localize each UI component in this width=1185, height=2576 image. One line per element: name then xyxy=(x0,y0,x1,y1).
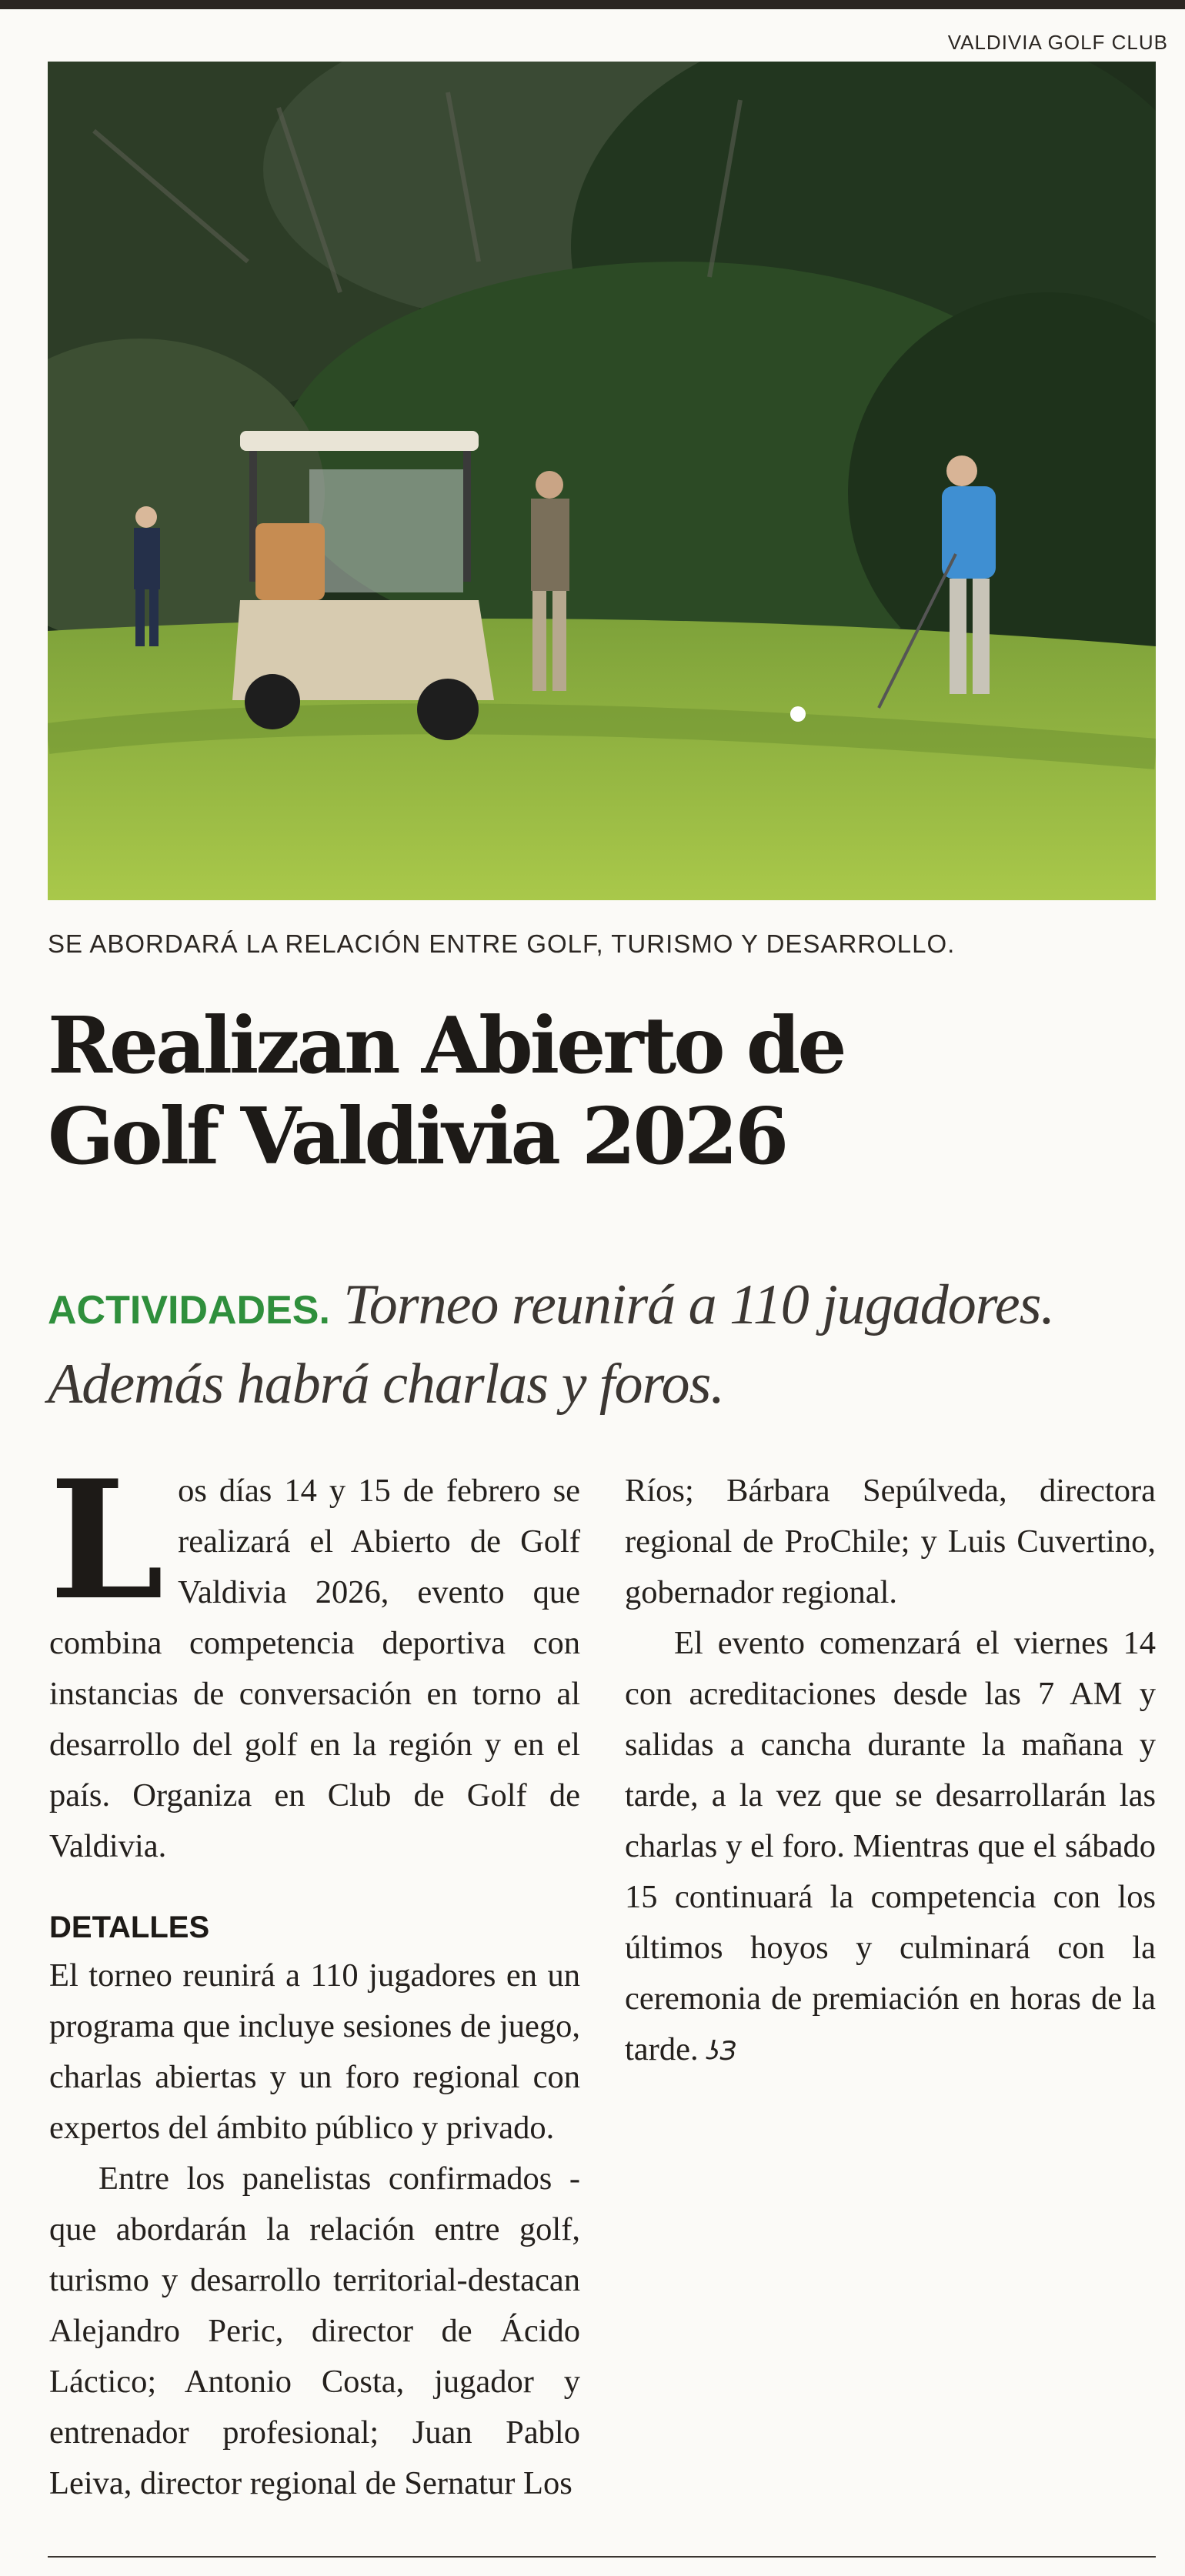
article-column-right xyxy=(625,1466,1156,2077)
photo-credit: VALDIVIA GOLF CLUB xyxy=(947,31,1168,54)
deck-text: Torneo reunirá a 110 jugadores. Además habrá charlas y foros. xyxy=(48,1273,1054,1416)
deck-kicker: ACTIVIDADES. xyxy=(48,1288,330,1333)
drop-cap: L xyxy=(49,1444,165,1636)
paragraph-2: El torneo reunirá a 110 jugadores en un programa que incluye sesiones de juego, charlas abiertas y un foro regional con expertos del ámbito público y privado. xyxy=(49,1957,580,2146)
article-photo xyxy=(48,62,1156,900)
paragraph-4-text: El evento comenzará el viernes 14 con acreditaciones desde las 7 AM y salidas a cancha durante la mañana y tarde, a la vez que se desarrollarán las charlas y el foro. Mientras que el sábado 15 continuará la competencia con los últimos hoyos y culminará con la ceremonia de premiación en horas de la tarde. xyxy=(625,1625,1156,2067)
subhead-detalles: DETALLES xyxy=(49,1910,210,1944)
intro-paragraph xyxy=(49,1444,580,1872)
article-column-left xyxy=(49,1444,580,2509)
photo-caption: SE ABORDARÁ LA RELACIÓN ENTRE GOLF, TURISMO Y DESARROLLO. xyxy=(48,929,956,958)
paragraph-4 xyxy=(625,1618,1156,2077)
paragraph-3-continued: Ríos; Bárbara Sepúlveda, directora regional de ProChile; y Luis Cuvertino, gobernador regional. xyxy=(625,1473,1156,1610)
headline-line-1: Realizan Abierto de xyxy=(48,999,844,1091)
headline-line-2: Golf Valdivia 2026 xyxy=(48,1090,786,1182)
golf-scene-illustration xyxy=(48,62,1156,900)
bottom-rule xyxy=(48,2556,1156,2558)
deck xyxy=(48,1268,1163,1421)
paragraph-3: Entre los panelistas confirmados -que abordarán la relación entre golf, turismo y desarrollo territorial-destacan Alejandro Peric, director de Ácido Láctico; Antonio Costa, jugador y entrenador profesional; Juan Pablo Leiva, director regional de Sernatur Los xyxy=(49,2161,580,2501)
end-mark-icon: ʖЗ xyxy=(706,2036,737,2067)
top-rule xyxy=(0,0,1185,9)
headline xyxy=(48,1000,1156,1182)
intro-text: os días 14 y 15 de febrero se realizará el Abierto de Golf Valdivia 2026, evento que combina competencia deportiva con instancias de conversación en torno al desarrollo del golf en la región y en el país. Organiza en Club de Golf de Valdivia. xyxy=(49,1473,580,1864)
